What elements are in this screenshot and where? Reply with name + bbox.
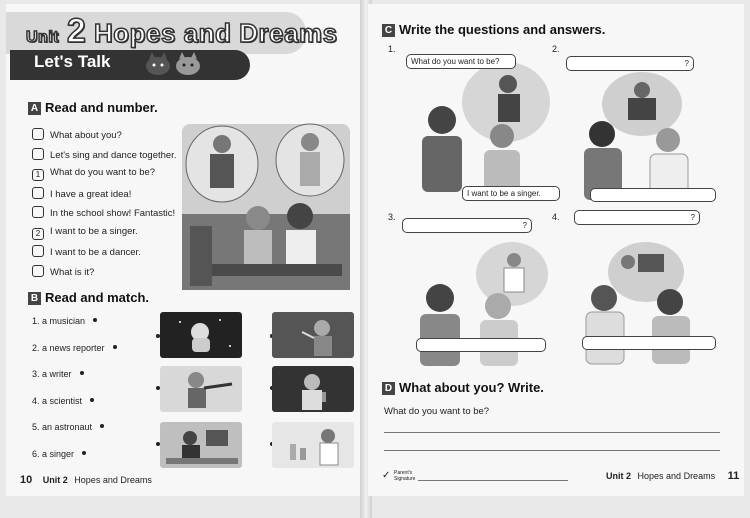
panel-1-illustration — [398, 52, 554, 202]
question-bubble[interactable]: ? — [402, 218, 532, 233]
number-box[interactable] — [32, 206, 44, 218]
number-box[interactable] — [32, 245, 44, 257]
list-item — [32, 148, 192, 168]
section-c-badge: C — [382, 24, 395, 37]
match-dot[interactable] — [113, 345, 117, 349]
unit-title: Hopes and Dreams — [94, 18, 338, 48]
section-a-list — [32, 128, 192, 284]
answer-line[interactable] — [384, 450, 720, 451]
musician-picture — [160, 366, 242, 412]
question-bubble[interactable]: ? — [574, 210, 700, 225]
footer-unit: Unit 2 — [606, 471, 632, 481]
left-page — [6, 4, 364, 496]
panel-number: 1. — [388, 44, 396, 54]
question-bubble: What do you want to be? — [406, 54, 516, 69]
section-d-title: What about you? Write. — [399, 380, 544, 395]
section-a-badge: A — [28, 102, 41, 115]
answer-bubble: I want to be a singer. — [462, 186, 560, 201]
list-item — [32, 206, 192, 226]
answer-bubble[interactable] — [582, 336, 716, 350]
question-bubble[interactable]: ? — [566, 56, 694, 71]
section-b-badge: B — [28, 292, 41, 305]
item-text: I want to be a singer. — [50, 225, 138, 237]
list-item — [32, 265, 192, 285]
signature-label: Parent's Signature — [394, 470, 416, 482]
section-b-list — [32, 316, 162, 475]
item-text: In the school show! Fantastic! — [50, 208, 176, 219]
news-reporter-picture — [272, 366, 354, 412]
number-box[interactable] — [32, 265, 44, 277]
section-c-heading — [382, 22, 605, 37]
footer-title: Hopes and Dreams — [637, 471, 716, 481]
panel-number: 3. — [388, 212, 396, 222]
list-item — [32, 167, 192, 187]
match-dot[interactable] — [82, 451, 86, 455]
left-footer — [20, 474, 152, 486]
footer-title: Hopes and Dreams — [74, 475, 152, 485]
number-box[interactable] — [32, 128, 44, 140]
unit-number: 2 — [66, 12, 87, 50]
section-d-heading — [382, 380, 544, 395]
answer-bubble[interactable] — [416, 338, 546, 352]
section-a-heading — [28, 100, 158, 115]
section-b-heading — [28, 290, 149, 305]
section-d-badge: D — [382, 382, 395, 395]
match-dot[interactable] — [100, 424, 104, 428]
list-item — [32, 245, 192, 265]
item-text: What is it? — [50, 266, 95, 278]
right-footer — [606, 470, 739, 482]
cats-illustration — [144, 52, 204, 76]
item-text: I have a great idea! — [50, 188, 132, 200]
number-box[interactable] — [32, 187, 44, 199]
panel-number: 4. — [552, 212, 560, 222]
singer-picture — [272, 312, 354, 358]
writer-picture — [160, 422, 242, 468]
section-c-title: Write the questions and answers. — [399, 22, 606, 37]
signature-line[interactable] — [418, 480, 568, 481]
item-text: I want to be a dancer. — [50, 247, 141, 258]
list-item: 4. a scientist — [32, 396, 162, 423]
match-dot[interactable] — [93, 318, 97, 322]
match-dot[interactable] — [90, 398, 94, 402]
answer-bubble[interactable] — [590, 188, 716, 202]
unit-word: Unit — [26, 29, 60, 46]
section-a-title: Read and number. — [45, 100, 158, 115]
school-show-illustration — [182, 114, 350, 290]
page-number: 10 — [20, 474, 33, 486]
lets-talk-label: Let's Talk — [34, 52, 111, 71]
list-item — [32, 128, 192, 148]
check-icon: ✓ — [382, 470, 391, 481]
panel-2-illustration — [568, 68, 718, 202]
list-item: 3. a writer — [32, 369, 162, 396]
list-item: 5. an astronaut — [32, 422, 162, 449]
number-box[interactable] — [32, 148, 44, 160]
list-item — [32, 187, 192, 207]
item-text: Let's sing and dance together. — [50, 149, 177, 161]
number-box[interactable]: 1 — [32, 169, 44, 181]
footer-unit: Unit 2 — [42, 475, 68, 485]
section-b-title: Read and match. — [45, 290, 150, 305]
list-item — [32, 226, 192, 246]
list-item: 6. a singer — [32, 449, 162, 476]
astronaut-picture — [160, 312, 242, 358]
section-d-prompt: What do you want to be? — [384, 406, 490, 417]
unit-heading — [26, 12, 338, 51]
scientist-picture — [272, 422, 354, 468]
number-box[interactable]: 2 — [32, 228, 44, 240]
right-page — [368, 4, 744, 496]
panel-number: 2. — [552, 44, 560, 54]
answer-line[interactable] — [384, 432, 720, 433]
item-text: What about you? — [50, 130, 122, 141]
item-text: What do you want to be? — [50, 167, 156, 178]
list-item: 2. a news reporter — [32, 343, 162, 370]
match-dot[interactable] — [80, 371, 84, 375]
page-number: 11 — [727, 470, 740, 482]
list-item: 1. a musician — [32, 316, 162, 343]
